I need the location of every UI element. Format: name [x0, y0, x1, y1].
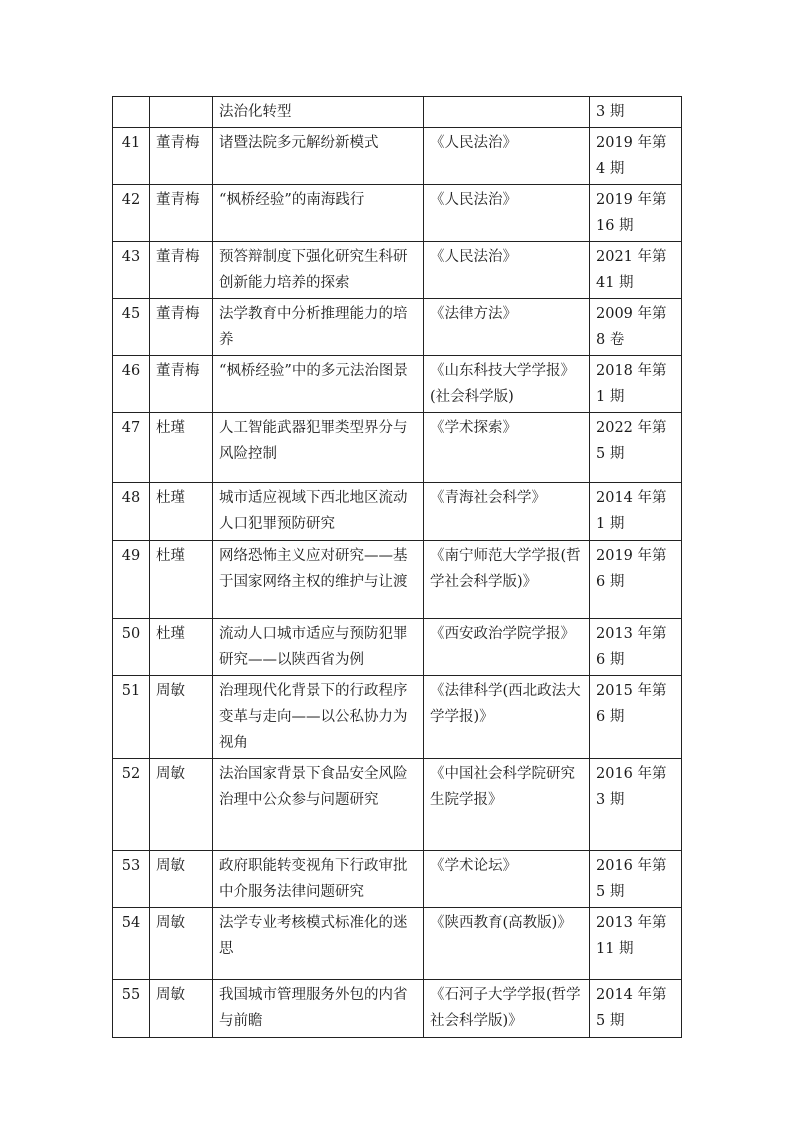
table-row: [113, 128, 682, 185]
cell-title: 诸暨法院多元解纷新模式: [213, 128, 424, 185]
table-row: [113, 980, 682, 1038]
cell-number: 48: [113, 483, 150, 541]
cell-date: 2019 年第 4 期: [590, 128, 682, 185]
cell-author: 周敏: [150, 851, 213, 908]
cell-journal: 《人民法治》: [424, 185, 590, 242]
cell-journal: 《学术探索》: [424, 413, 590, 483]
cell-number: 49: [113, 541, 150, 619]
cell-date: 2021 年第 41 期: [590, 242, 682, 299]
cell-journal: 《法律科学(西北政法大学学报)》: [424, 676, 590, 759]
cell-number: 51: [113, 676, 150, 759]
table-row: [113, 185, 682, 242]
table-row: [113, 759, 682, 851]
cell-author: 杜瑾: [150, 541, 213, 619]
cell-title: “枫桥经验”的南海践行: [213, 185, 424, 242]
cell-number: 42: [113, 185, 150, 242]
cell-author: [150, 97, 213, 128]
table-row: [113, 541, 682, 619]
cell-date: 3 期: [590, 97, 682, 128]
cell-author: 周敏: [150, 759, 213, 851]
publication-table-body: [113, 97, 682, 1038]
cell-date: 2016 年第 5 期: [590, 851, 682, 908]
cell-author: 董青梅: [150, 356, 213, 413]
cell-title: 我国城市管理服务外包的内省与前瞻: [213, 980, 424, 1038]
cell-journal: 《法律方法》: [424, 299, 590, 356]
cell-date: 2022 年第 5 期: [590, 413, 682, 483]
cell-number: 41: [113, 128, 150, 185]
cell-title: 城市适应视域下西北地区流动人口犯罪预防研究: [213, 483, 424, 541]
cell-title: “枫桥经验”中的多元法治图景: [213, 356, 424, 413]
cell-journal: 《南宁师范大学学报(哲学社会科学版)》: [424, 541, 590, 619]
cell-date: 2015 年第 6 期: [590, 676, 682, 759]
cell-date: 2018 年第 1 期: [590, 356, 682, 413]
cell-author: 杜瑾: [150, 483, 213, 541]
cell-date: 2009 年第 8 卷: [590, 299, 682, 356]
cell-journal: 《石河子大学学报(哲学社会科学版)》: [424, 980, 590, 1038]
cell-number: 46: [113, 356, 150, 413]
cell-journal: [424, 97, 590, 128]
publication-table: [112, 96, 682, 1038]
cell-author: 杜瑾: [150, 413, 213, 483]
cell-author: 杜瑾: [150, 619, 213, 676]
cell-title: 流动人口城市适应与预防犯罪研究——以陕西省为例: [213, 619, 424, 676]
cell-journal: 《青海社会科学》: [424, 483, 590, 541]
cell-number: 54: [113, 908, 150, 980]
cell-date: 2019 年第 16 期: [590, 185, 682, 242]
cell-title: 政府职能转变视角下行政审批中介服务法律问题研究: [213, 851, 424, 908]
cell-date: 2013 年第 6 期: [590, 619, 682, 676]
cell-date: 2013 年第 11 期: [590, 908, 682, 980]
cell-date: 2019 年第 6 期: [590, 541, 682, 619]
cell-date: 2014 年第 5 期: [590, 980, 682, 1038]
cell-date: 2014 年第 1 期: [590, 483, 682, 541]
cell-title: 网络恐怖主义应对研究——基于国家网络主权的维护与让渡: [213, 541, 424, 619]
cell-title: 治理现代化背景下的行政程序变革与走向——以公私协力为视角: [213, 676, 424, 759]
table-row: [113, 483, 682, 541]
cell-title: 法学教育中分析推理能力的培养: [213, 299, 424, 356]
table-row: [113, 97, 682, 128]
cell-author: 董青梅: [150, 242, 213, 299]
table-row: [113, 908, 682, 980]
cell-title: 法治国家背景下食品安全风险治理中公众参与问题研究: [213, 759, 424, 851]
cell-number: 47: [113, 413, 150, 483]
cell-author: 董青梅: [150, 185, 213, 242]
table-row: [113, 619, 682, 676]
cell-author: 董青梅: [150, 299, 213, 356]
table-row: [113, 242, 682, 299]
cell-title: 法学专业考核模式标准化的迷思: [213, 908, 424, 980]
cell-title: 法治化转型: [213, 97, 424, 128]
cell-number: 52: [113, 759, 150, 851]
cell-journal: 《西安政治学院学报》: [424, 619, 590, 676]
cell-journal: 《中国社会科学院研究生院学报》: [424, 759, 590, 851]
table-row: [113, 851, 682, 908]
cell-author: 周敏: [150, 908, 213, 980]
cell-number: 45: [113, 299, 150, 356]
cell-number: 43: [113, 242, 150, 299]
cell-journal: 《陕西教育(高教版)》: [424, 908, 590, 980]
cell-number: 53: [113, 851, 150, 908]
cell-journal: 《学术论坛》: [424, 851, 590, 908]
cell-title: 人工智能武器犯罪类型界分与风险控制: [213, 413, 424, 483]
cell-number: 55: [113, 980, 150, 1038]
table-row: [113, 356, 682, 413]
cell-journal: 《人民法治》: [424, 128, 590, 185]
cell-number: [113, 97, 150, 128]
cell-date: 2016 年第 3 期: [590, 759, 682, 851]
cell-journal: 《山东科技大学学报》(社会科学版): [424, 356, 590, 413]
cell-author: 周敏: [150, 676, 213, 759]
cell-journal: 《人民法治》: [424, 242, 590, 299]
cell-title: 预答辩制度下强化研究生科研创新能力培养的探索: [213, 242, 424, 299]
cell-author: 董青梅: [150, 128, 213, 185]
table-row: [113, 299, 682, 356]
table-row: [113, 676, 682, 759]
cell-number: 50: [113, 619, 150, 676]
cell-author: 周敏: [150, 980, 213, 1038]
table-row: [113, 413, 682, 483]
